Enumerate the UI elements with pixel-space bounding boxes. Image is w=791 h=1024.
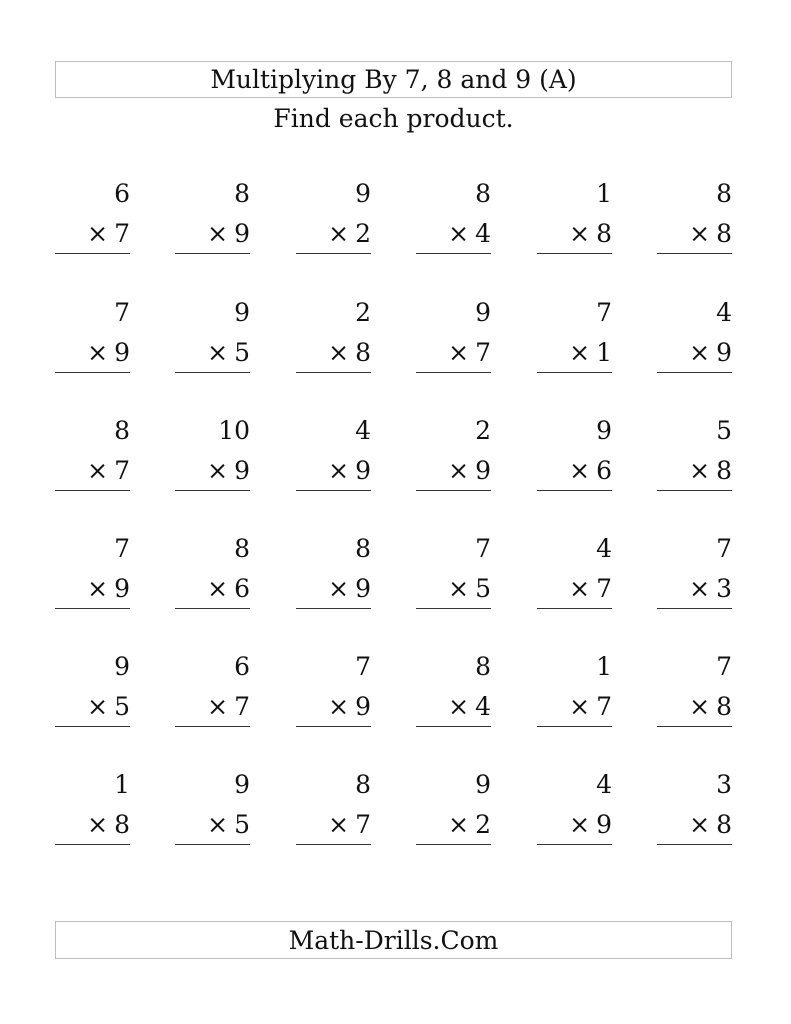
multiplier-row [207, 812, 250, 837]
answer-line [537, 608, 612, 609]
problem-item [175, 300, 250, 370]
times-sign: × [569, 810, 591, 839]
multiplicand: 3 [716, 770, 732, 799]
problem-item [416, 536, 491, 606]
multiplicand: 7 [355, 652, 371, 681]
problem-item [416, 654, 491, 724]
problem-item [296, 300, 371, 370]
times-sign: × [569, 219, 591, 248]
multiplier: 8 [716, 219, 732, 248]
times-sign: × [448, 338, 470, 367]
multiplier-row [689, 221, 732, 246]
problem-item [657, 418, 732, 488]
problem-item [416, 181, 491, 251]
answer-line [416, 253, 491, 254]
multiplier: 3 [716, 574, 732, 603]
answer-line [657, 726, 732, 727]
multiplier-row [328, 576, 371, 601]
answer-line [55, 726, 130, 727]
multiplicand: 9 [234, 298, 250, 327]
answer-line [175, 490, 250, 491]
multiplier-row [448, 458, 491, 483]
multiplier: 9 [234, 219, 250, 248]
multiplier: 5 [234, 338, 250, 367]
multiplicand: 4 [716, 298, 732, 327]
multiplier-row [207, 576, 250, 601]
multiplier: 8 [716, 456, 732, 485]
multiplier: 8 [716, 810, 732, 839]
problem-item [416, 418, 491, 488]
answer-line [416, 726, 491, 727]
problem-item [537, 654, 612, 724]
multiplier: 7 [234, 692, 250, 721]
multiplier-row [448, 694, 491, 719]
multiplicand: 9 [475, 770, 491, 799]
times-sign: × [689, 456, 711, 485]
times-sign: × [328, 574, 350, 603]
times-sign: × [328, 810, 350, 839]
multiplicand: 7 [716, 652, 732, 681]
times-sign: × [207, 219, 229, 248]
answer-line [537, 490, 612, 491]
multiplicand: 2 [355, 298, 371, 327]
multiplicand: 2 [475, 416, 491, 445]
multiplier-row [328, 340, 371, 365]
answer-line [416, 608, 491, 609]
times-sign: × [689, 692, 711, 721]
multiplier: 9 [716, 338, 732, 367]
multiplier-row [569, 340, 612, 365]
multiplier: 8 [355, 338, 371, 367]
answer-line [175, 253, 250, 254]
answer-line [416, 490, 491, 491]
answer-line [657, 608, 732, 609]
multiplier: 2 [475, 810, 491, 839]
answer-line [537, 844, 612, 845]
multiplier-row [87, 458, 130, 483]
answer-line [657, 490, 732, 491]
multiplicand: 8 [355, 534, 371, 563]
times-sign: × [87, 692, 109, 721]
worksheet-title: Multiplying By 7, 8 and 9 (A) [210, 65, 577, 94]
problem-item [416, 300, 491, 370]
multiplicand: 8 [234, 179, 250, 208]
multiplier: 9 [355, 456, 371, 485]
multiplier-row [689, 340, 732, 365]
multiplicand: 8 [114, 416, 130, 445]
problem-item [537, 772, 612, 842]
answer-line [175, 726, 250, 727]
multiplier-row [207, 221, 250, 246]
times-sign: × [689, 219, 711, 248]
answer-line [657, 372, 732, 373]
multiplier-row [448, 221, 491, 246]
title-box [55, 61, 732, 98]
multiplier: 8 [716, 692, 732, 721]
answer-line [175, 372, 250, 373]
times-sign: × [207, 810, 229, 839]
answer-line [55, 608, 130, 609]
multiplier: 9 [114, 574, 130, 603]
times-sign: × [448, 810, 470, 839]
times-sign: × [569, 338, 591, 367]
multiplier-row [328, 458, 371, 483]
multiplicand: 7 [114, 298, 130, 327]
multiplier: 7 [596, 574, 612, 603]
times-sign: × [448, 456, 470, 485]
problem-item [296, 181, 371, 251]
multiplier-row [689, 812, 732, 837]
times-sign: × [448, 219, 470, 248]
times-sign: × [328, 219, 350, 248]
problem-item [175, 181, 250, 251]
times-sign: × [328, 692, 350, 721]
multiplier-row [328, 221, 371, 246]
answer-line [657, 253, 732, 254]
problem-item [296, 772, 371, 842]
times-sign: × [569, 456, 591, 485]
multiplicand: 7 [475, 534, 491, 563]
answer-line [55, 490, 130, 491]
times-sign: × [328, 338, 350, 367]
multiplier: 7 [355, 810, 371, 839]
multiplicand: 4 [355, 416, 371, 445]
multiplicand: 4 [596, 534, 612, 563]
problem-item [537, 418, 612, 488]
multiplier-row [87, 576, 130, 601]
problem-item [175, 418, 250, 488]
problem-item [55, 654, 130, 724]
times-sign: × [689, 574, 711, 603]
problem-item [537, 536, 612, 606]
multiplier: 6 [234, 574, 250, 603]
multiplicand: 9 [355, 179, 371, 208]
problem-item [296, 418, 371, 488]
multiplier-row [569, 458, 612, 483]
multiplier: 7 [596, 692, 612, 721]
footer-brand: Math-Drills.Com [288, 925, 499, 955]
multiplicand: 6 [234, 652, 250, 681]
multiplier-row [448, 576, 491, 601]
footer-box [55, 921, 732, 959]
problem-item [175, 654, 250, 724]
multiplier-row [87, 340, 130, 365]
answer-line [55, 372, 130, 373]
answer-line [296, 490, 371, 491]
multiplicand: 8 [716, 179, 732, 208]
multiplicand: 7 [114, 534, 130, 563]
problem-item [175, 772, 250, 842]
problem-item [657, 654, 732, 724]
multiplicand: 8 [234, 534, 250, 563]
multiplicand: 1 [596, 652, 612, 681]
multiplicand: 8 [475, 179, 491, 208]
problem-item [537, 300, 612, 370]
multiplier: 9 [355, 692, 371, 721]
times-sign: × [87, 219, 109, 248]
multiplier-row [87, 812, 130, 837]
times-sign: × [689, 338, 711, 367]
multiplier: 4 [475, 219, 491, 248]
multiplier: 1 [596, 338, 612, 367]
answer-line [537, 726, 612, 727]
times-sign: × [569, 574, 591, 603]
multiplicand: 4 [596, 770, 612, 799]
answer-line [296, 726, 371, 727]
times-sign: × [328, 456, 350, 485]
multiplier: 7 [475, 338, 491, 367]
multiplicand: 8 [475, 652, 491, 681]
multiplier-row [569, 576, 612, 601]
times-sign: × [87, 810, 109, 839]
multiplier: 2 [355, 219, 371, 248]
multiplier: 7 [114, 456, 130, 485]
multiplier: 8 [114, 810, 130, 839]
multiplier-row [569, 812, 612, 837]
answer-line [416, 844, 491, 845]
multiplier: 7 [114, 219, 130, 248]
answer-line [537, 372, 612, 373]
answer-line [416, 372, 491, 373]
instruction: Find each product. [273, 104, 514, 133]
answer-line [296, 844, 371, 845]
times-sign: × [207, 574, 229, 603]
problem-item [657, 536, 732, 606]
problem-item [296, 536, 371, 606]
times-sign: × [87, 338, 109, 367]
answer-line [657, 844, 732, 845]
multiplicand: 9 [234, 770, 250, 799]
problem-item [55, 772, 130, 842]
multiplier-row [207, 694, 250, 719]
times-sign: × [87, 456, 109, 485]
multiplicand: 5 [716, 416, 732, 445]
multiplier-row [569, 694, 612, 719]
multiplier: 6 [596, 456, 612, 485]
multiplier-row [448, 340, 491, 365]
answer-line [537, 253, 612, 254]
multiplicand: 9 [596, 416, 612, 445]
times-sign: × [207, 456, 229, 485]
problem-item [175, 536, 250, 606]
multiplier-row [689, 694, 732, 719]
answer-line [175, 844, 250, 845]
multiplier-row [569, 221, 612, 246]
problem-item [537, 181, 612, 251]
multiplier: 9 [596, 810, 612, 839]
answer-line [175, 608, 250, 609]
multiplier: 9 [114, 338, 130, 367]
multiplier: 4 [475, 692, 491, 721]
multiplicand: 10 [218, 416, 250, 445]
times-sign: × [569, 692, 591, 721]
multiplier-row [689, 576, 732, 601]
times-sign: × [207, 338, 229, 367]
multiplier: 5 [114, 692, 130, 721]
problem-item [657, 181, 732, 251]
problem-item [55, 181, 130, 251]
times-sign: × [207, 692, 229, 721]
multiplicand: 7 [716, 534, 732, 563]
multiplicand: 1 [114, 770, 130, 799]
problem-item [416, 772, 491, 842]
times-sign: × [448, 692, 470, 721]
times-sign: × [689, 810, 711, 839]
times-sign: × [87, 574, 109, 603]
problem-item [55, 418, 130, 488]
multiplier-row [207, 340, 250, 365]
multiplier-row [328, 694, 371, 719]
multiplier-row [328, 812, 371, 837]
multiplier-row [87, 221, 130, 246]
times-sign: × [448, 574, 470, 603]
multiplier: 5 [475, 574, 491, 603]
multiplicand: 7 [596, 298, 612, 327]
multiplicand: 9 [475, 298, 491, 327]
answer-line [296, 608, 371, 609]
multiplier-row [207, 458, 250, 483]
multiplier: 9 [355, 574, 371, 603]
multiplier: 8 [596, 219, 612, 248]
problem-item [55, 300, 130, 370]
multiplier-row [448, 812, 491, 837]
multiplicand: 9 [114, 652, 130, 681]
problem-item [55, 536, 130, 606]
multiplicand: 6 [114, 179, 130, 208]
multiplier: 9 [475, 456, 491, 485]
multiplier-row [87, 694, 130, 719]
multiplier: 5 [234, 810, 250, 839]
multiplier: 9 [234, 456, 250, 485]
answer-line [296, 253, 371, 254]
answer-line [296, 372, 371, 373]
problem-item [296, 654, 371, 724]
multiplicand: 8 [355, 770, 371, 799]
multiplier-row [689, 458, 732, 483]
problem-item [657, 772, 732, 842]
answer-line [55, 253, 130, 254]
problem-item [657, 300, 732, 370]
answer-line [55, 844, 130, 845]
multiplicand: 1 [596, 179, 612, 208]
